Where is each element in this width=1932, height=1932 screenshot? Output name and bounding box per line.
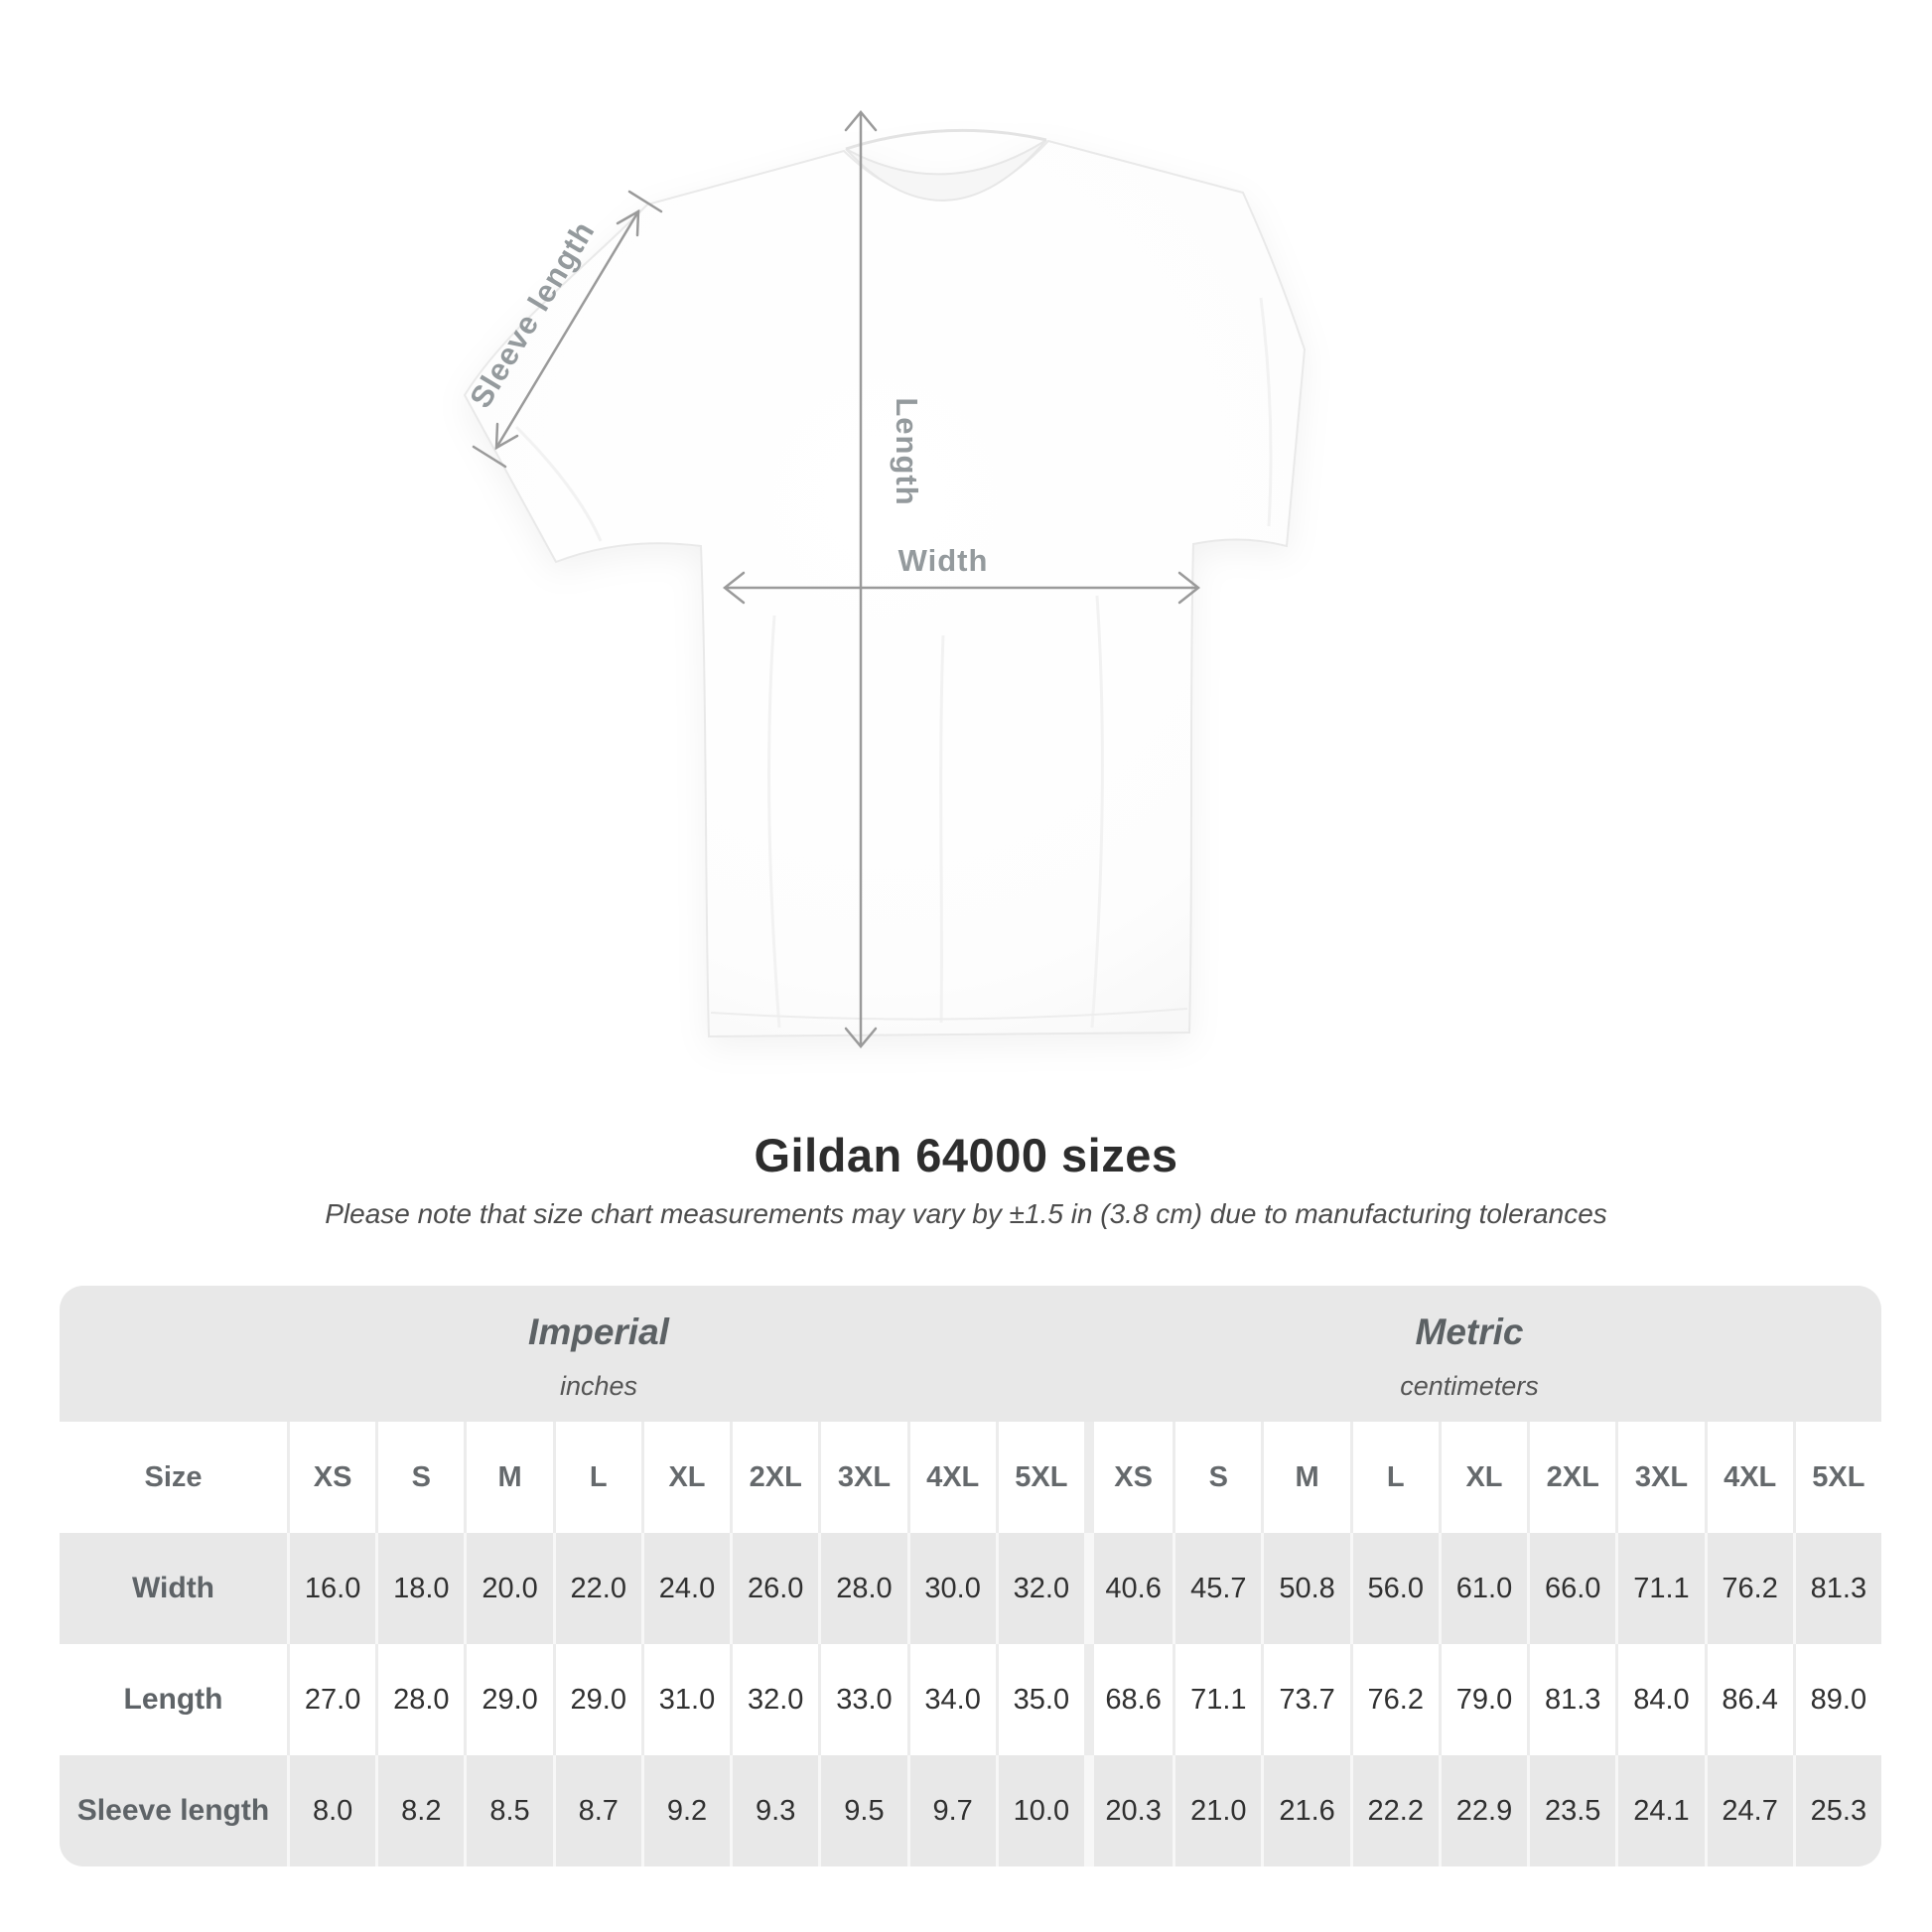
metric-section-title: Metric <box>1415 1311 1524 1352</box>
table-cell: 25.3 <box>1793 1755 1881 1866</box>
sleeve-length-annotation-label: Sleeve length <box>463 214 602 414</box>
table-cell: 81.3 <box>1793 1533 1881 1644</box>
table-cell: 79.0 <box>1439 1644 1527 1755</box>
units-header-band <box>60 1286 1881 1422</box>
length-annotation-label: Length <box>890 397 924 506</box>
tolerance-note: Please note that size chart measurements may vary by ±1.5 in (3.8 cm) due to manufacturing tolerances <box>325 1198 1607 1229</box>
tshirt-image <box>465 130 1305 1036</box>
table-cell: 32.0 <box>996 1533 1084 1644</box>
column-header: 4XL <box>907 1422 996 1533</box>
column-header: 2XL <box>730 1422 818 1533</box>
tshirt-collar-back <box>846 130 1046 149</box>
table-cell: 76.2 <box>1705 1533 1793 1644</box>
table-cell: 66.0 <box>1527 1533 1615 1644</box>
table-cell: 33.0 <box>818 1644 906 1755</box>
table-cell: 28.0 <box>375 1644 464 1755</box>
table-cell: 21.0 <box>1173 1755 1261 1866</box>
table-cell: 8.2 <box>375 1755 464 1866</box>
row-label: Width <box>60 1533 287 1644</box>
column-header: S <box>375 1422 464 1533</box>
table-cell: 40.6 <box>1084 1533 1173 1644</box>
table-cell: 71.1 <box>1173 1644 1261 1755</box>
imperial-section-subtitle: inches <box>559 1371 638 1401</box>
table-cell: 28.0 <box>818 1533 906 1644</box>
table-cell: 73.7 <box>1261 1644 1349 1755</box>
column-header: 2XL <box>1527 1422 1615 1533</box>
table-cell: 10.0 <box>996 1755 1084 1866</box>
column-header: L <box>553 1422 641 1533</box>
table-cell: 24.0 <box>641 1533 730 1644</box>
table-cell: 8.0 <box>287 1755 375 1866</box>
size-header-label: Size <box>60 1422 287 1533</box>
table-cell: 22.9 <box>1439 1755 1527 1866</box>
table-cell: 24.1 <box>1615 1755 1704 1866</box>
table-cell: 45.7 <box>1173 1533 1261 1644</box>
table-cell: 16.0 <box>287 1533 375 1644</box>
column-header: 3XL <box>1615 1422 1704 1533</box>
column-header: L <box>1350 1422 1439 1533</box>
column-header: XL <box>641 1422 730 1533</box>
table-cell: 8.7 <box>553 1755 641 1866</box>
width-annotation-label: Width <box>897 543 989 578</box>
table-cell: 84.0 <box>1615 1644 1704 1755</box>
column-header: 5XL <box>996 1422 1084 1533</box>
table-cell: 76.2 <box>1350 1644 1439 1755</box>
table-cell: 81.3 <box>1527 1644 1615 1755</box>
table-cell: 50.8 <box>1261 1533 1349 1644</box>
table-cell: 22.0 <box>553 1533 641 1644</box>
table-cell: 31.0 <box>641 1644 730 1755</box>
table-cell: 86.4 <box>1705 1644 1793 1755</box>
column-header: XS <box>1084 1422 1173 1533</box>
table-cell: 30.0 <box>907 1533 996 1644</box>
imperial-section-title: Imperial <box>528 1311 669 1352</box>
page-title: Gildan 64000 sizes <box>754 1129 1178 1181</box>
column-header: 3XL <box>818 1422 906 1533</box>
column-header: XS <box>287 1422 375 1533</box>
table-cell: 22.2 <box>1350 1755 1439 1866</box>
column-header: M <box>1261 1422 1349 1533</box>
table-cell: 20.3 <box>1084 1755 1173 1866</box>
table-cell: 27.0 <box>287 1644 375 1755</box>
table-cell: 61.0 <box>1439 1533 1527 1644</box>
size-table-grid <box>60 1422 1881 1866</box>
row-label: Length <box>60 1644 287 1755</box>
table-cell: 9.7 <box>907 1755 996 1866</box>
table-cell: 29.0 <box>464 1644 552 1755</box>
title-block <box>0 1128 1932 1230</box>
column-header: S <box>1173 1422 1261 1533</box>
table-cell: 68.6 <box>1084 1644 1173 1755</box>
table-cell: 35.0 <box>996 1644 1084 1755</box>
metric-section-subtitle: centimeters <box>1400 1371 1539 1401</box>
table-cell: 20.0 <box>464 1533 552 1644</box>
table-cell: 34.0 <box>907 1644 996 1755</box>
table-cell: 26.0 <box>730 1533 818 1644</box>
table-cell: 9.5 <box>818 1755 906 1866</box>
column-header: M <box>464 1422 552 1533</box>
table-cell: 8.5 <box>464 1755 552 1866</box>
table-cell: 89.0 <box>1793 1644 1881 1755</box>
table-cell: 29.0 <box>553 1644 641 1755</box>
table-cell: 9.2 <box>641 1755 730 1866</box>
column-header: 4XL <box>1705 1422 1793 1533</box>
table-cell: 24.7 <box>1705 1755 1793 1866</box>
table-cell: 32.0 <box>730 1644 818 1755</box>
table-cell: 23.5 <box>1527 1755 1615 1866</box>
table-cell: 9.3 <box>730 1755 818 1866</box>
table-cell: 21.6 <box>1261 1755 1349 1866</box>
column-header: 5XL <box>1793 1422 1881 1533</box>
table-cell: 71.1 <box>1615 1533 1704 1644</box>
size-table <box>60 1286 1881 1866</box>
column-header: XL <box>1439 1422 1527 1533</box>
table-cell: 56.0 <box>1350 1533 1439 1644</box>
table-cell: 18.0 <box>375 1533 464 1644</box>
row-label: Sleeve length <box>60 1755 287 1866</box>
